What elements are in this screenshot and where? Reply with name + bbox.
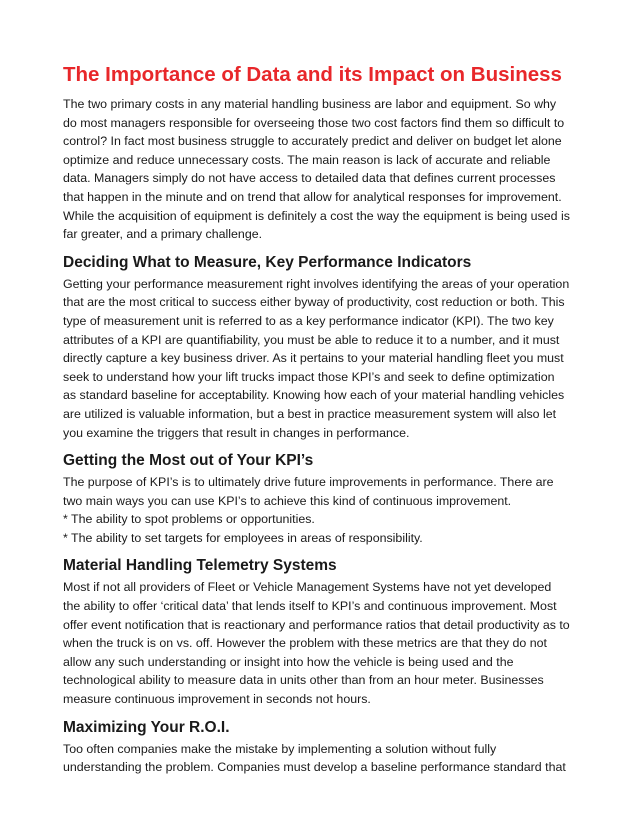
- paragraph-line: measure continuous improvement in seconds not hours.: [63, 692, 371, 707]
- paragraph-line: attributes of a KPI are quantifiability, you must be able to reduce it to a number, and it must: [63, 332, 560, 347]
- section-heading-telemetry: Material Handling Telemetry Systems: [63, 557, 337, 575]
- intro-paragraph: [63, 95, 578, 244]
- paragraph-line: technological ability to measure data in units other than from an hour meter. Businesses: [63, 673, 544, 688]
- paragraph-line: Too often companies make the mistake by implementing a solution without fully: [63, 741, 497, 756]
- paragraph-line: two main ways you can use KPI’s to achieve this kind of continuous improvement.: [63, 493, 512, 508]
- paragraph-line: Most if not all providers of Fleet or Vehicle Management Systems have not yet developed: [63, 580, 552, 595]
- paragraph-line: The two primary costs in any material handling business are labor and equipment. So why: [63, 97, 557, 111]
- paragraph-line: allow any such understanding or insight into how the vehicle is being used and the: [63, 654, 514, 669]
- paragraph-line: seek to understand how your lift trucks impact those KPI’s and seek to define optimization: [63, 369, 555, 384]
- paragraph-line: type of measurement unit is referred to as a key performance indicator (KPI). The two key: [63, 313, 554, 328]
- document-content: [63, 62, 578, 777]
- section-paragraph-roi: [63, 740, 578, 777]
- paragraph-line: Getting your performance measurement right involves identifying the areas of your operation: [63, 276, 570, 291]
- paragraph-line: that are the most critical to success either byway of productivity, cost reduction or both. This: [63, 295, 565, 310]
- paragraph-line: far greater, and a primary challenge.: [63, 227, 263, 242]
- paragraph-line: offer event notification that is reactionary and performance ratios that detail productivity as to: [63, 617, 570, 632]
- paragraph-line: data. Managers simply do not have access to detailed data that defines current processes: [63, 171, 556, 186]
- paragraph-line: as standard baseline for acceptability. Knowing how each of your material handling vehicles: [63, 388, 565, 403]
- paragraph-line: The purpose of KPI’s is to ultimately drive future improvements in performance. There are: [63, 475, 554, 490]
- list-item: * The ability to spot problems or opportunities.: [63, 512, 315, 527]
- section-paragraph-telemetry: [63, 578, 578, 708]
- section-heading-roi: Maximizing Your R.O.I.: [63, 718, 230, 736]
- paragraph-line: directly capture a key business driver. As it pertains to your material handling fleet you must: [63, 351, 564, 366]
- section-heading-most-out: Getting the Most out of Your KPI’s: [63, 452, 314, 470]
- section-heading-kpi: Deciding What to Measure, Key Performance Indicators: [63, 253, 472, 271]
- section-paragraph-most-out: [63, 473, 578, 547]
- paragraph-line: optimize and reduce unnecessary costs. The main reason is lack of accurate and reliable: [63, 152, 551, 167]
- paragraph-line: are utilized is valuable information, but a best in practice measurement system will also let: [63, 406, 557, 421]
- paragraph-line: do most managers responsible for overseeing those two cost factors find them so difficult to: [63, 115, 565, 130]
- paragraph-line: control? In fact most business struggle to accurately predict and deliver on budget let alone: [63, 134, 562, 149]
- paragraph-line: you examine the triggers that result in changes in performance.: [63, 425, 410, 440]
- paragraph-line: understanding the problem. Companies must develop a baseline performance standard that: [63, 760, 566, 775]
- paragraph-line: While the acquisition of equipment is definitely a cost the way the equipment is being used is: [63, 208, 570, 223]
- paragraph-line: when the truck is on vs. off. However the problem with these metrics are that they do not: [63, 636, 547, 651]
- paragraph-line: the ability to offer ‘critical data’ that lends itself to KPI’s and continuous improvement. Most: [63, 599, 557, 614]
- paragraph-line: that happen in the minute and on trend that allow for analytical responses for improvement.: [63, 189, 562, 204]
- list-item: * The ability to set targets for employees in areas of responsibility.: [63, 530, 423, 545]
- document-title: The Importance of Data and its Impact on Business: [63, 63, 562, 86]
- section-paragraph-kpi: [63, 275, 578, 442]
